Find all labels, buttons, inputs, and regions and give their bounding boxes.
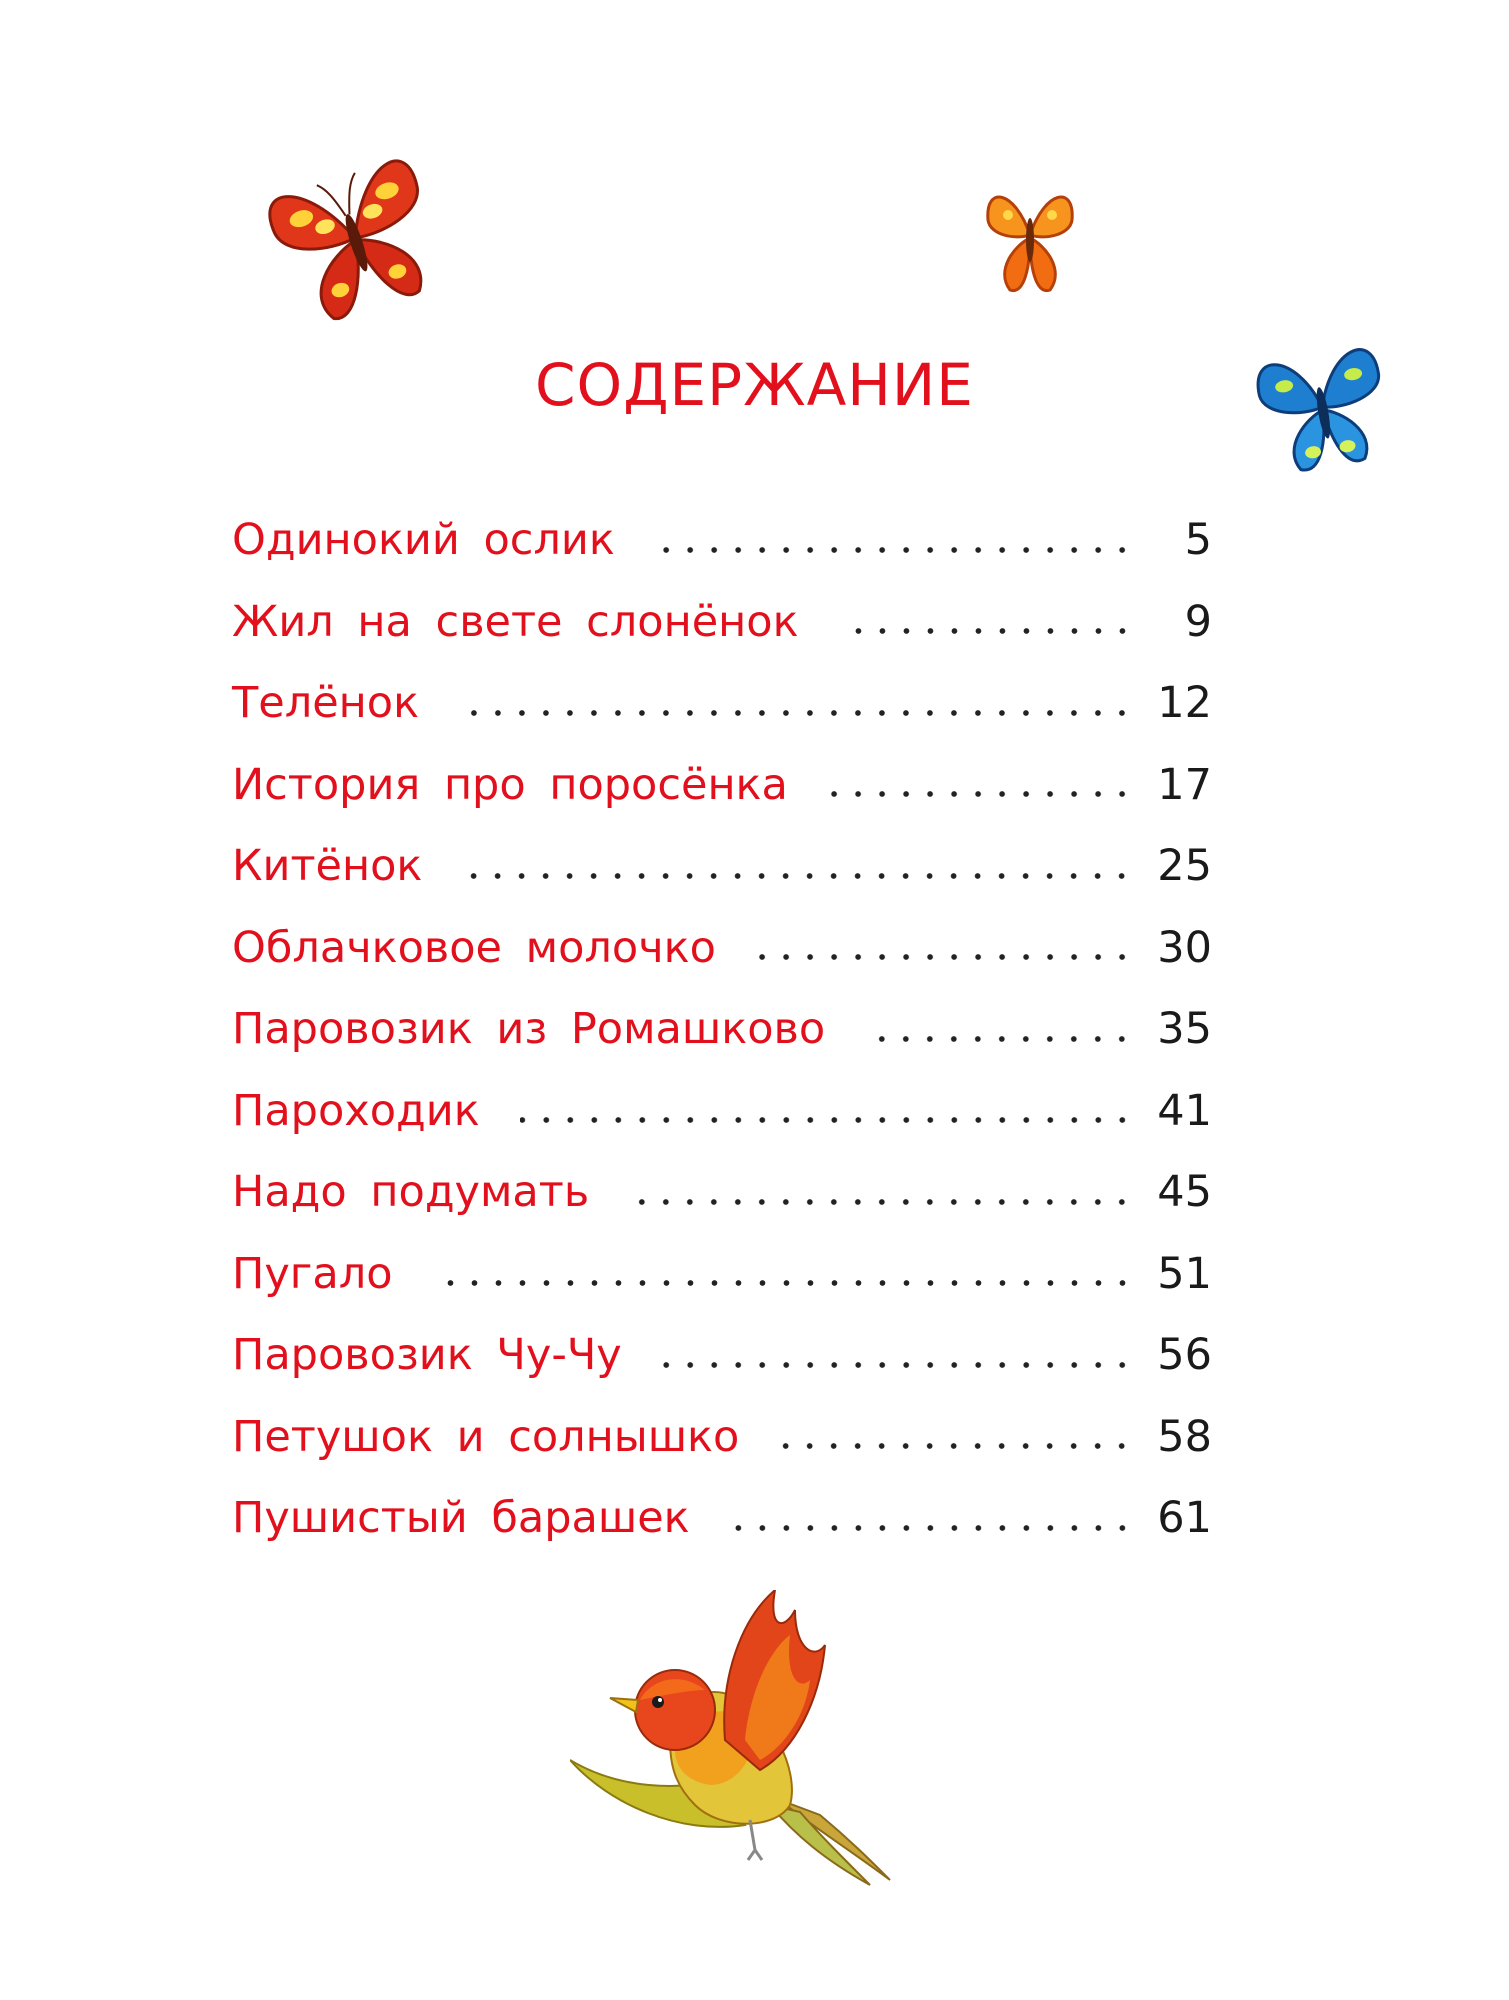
toc-entry-title: Одинокий ослик (232, 515, 615, 565)
toc-entry (232, 1397, 1212, 1479)
dot-leader (839, 626, 1134, 636)
toc-entry (232, 989, 1212, 1071)
toc-entry-page-number: 5 (1184, 515, 1212, 565)
toc-entry (232, 1234, 1212, 1316)
toc-entry (232, 500, 1212, 582)
dot-leader (662, 1360, 1134, 1370)
bird-icon (570, 1590, 900, 1890)
butterfly-icon (980, 180, 1080, 298)
toc-entry-page-number: 51 (1157, 1248, 1212, 1299)
toc-entry-page-number: 35 (1157, 1004, 1212, 1054)
toc-entry-title: История про поросёнка (232, 759, 788, 810)
toc-entry-title: Пушистый барашек (232, 1493, 690, 1543)
dot-leader (629, 1197, 1134, 1207)
toc-entry (232, 745, 1212, 827)
dot-leader (520, 1115, 1134, 1125)
dot-leader (433, 1278, 1134, 1288)
dot-leader (756, 952, 1134, 962)
toc-entry-page-number: 17 (1157, 759, 1212, 810)
toc-entry (232, 826, 1212, 908)
toc-entry-title: Пароходик (232, 1085, 480, 1136)
dot-leader (462, 871, 1134, 881)
toc-entry (232, 1478, 1212, 1560)
toc-entry (232, 908, 1212, 990)
toc-entry-title: Китёнок (232, 841, 423, 891)
toc-entry-title: Пугало (232, 1248, 393, 1299)
toc-entry-page-number: 45 (1157, 1167, 1212, 1217)
butterfly-icon (255, 148, 455, 328)
table-of-contents (232, 500, 1212, 1560)
toc-entry-title: Облачковое молочко (232, 922, 716, 973)
toc-entry-title: Петушок и солнышко (232, 1411, 740, 1462)
toc-entry-page-number: 58 (1157, 1411, 1212, 1462)
toc-entry (232, 663, 1212, 745)
toc-entry (232, 1315, 1212, 1397)
dot-leader (655, 545, 1134, 555)
toc-entry-title: Телёнок (232, 678, 420, 728)
dot-leader (730, 1523, 1134, 1533)
toc-entry-page-number: 30 (1157, 922, 1212, 973)
toc-entry-page-number: 9 (1184, 596, 1212, 647)
toc-entry-title: Жил на свете слонёнок (232, 596, 799, 647)
toc-entry-page-number: 12 (1157, 678, 1212, 728)
toc-entry (232, 1071, 1212, 1153)
toc-entry-title: Паровозик из Ромашково (232, 1004, 826, 1054)
toc-entry-title: Надо подумать (232, 1167, 590, 1217)
dot-leader (779, 1441, 1134, 1451)
toc-entry-page-number: 61 (1157, 1493, 1212, 1543)
toc-entry-page-number: 25 (1157, 841, 1212, 891)
dot-leader (865, 1034, 1134, 1044)
toc-entry (232, 1152, 1212, 1234)
dot-leader (828, 789, 1134, 799)
toc-entry (232, 582, 1212, 664)
dot-leader (459, 708, 1134, 718)
toc-entry-title: Паровозик Чу-Чу (232, 1330, 622, 1380)
page-title: СОДЕРЖАНИЕ (535, 351, 974, 419)
toc-entry-page-number: 56 (1157, 1330, 1212, 1380)
toc-entry-page-number: 41 (1157, 1085, 1212, 1136)
